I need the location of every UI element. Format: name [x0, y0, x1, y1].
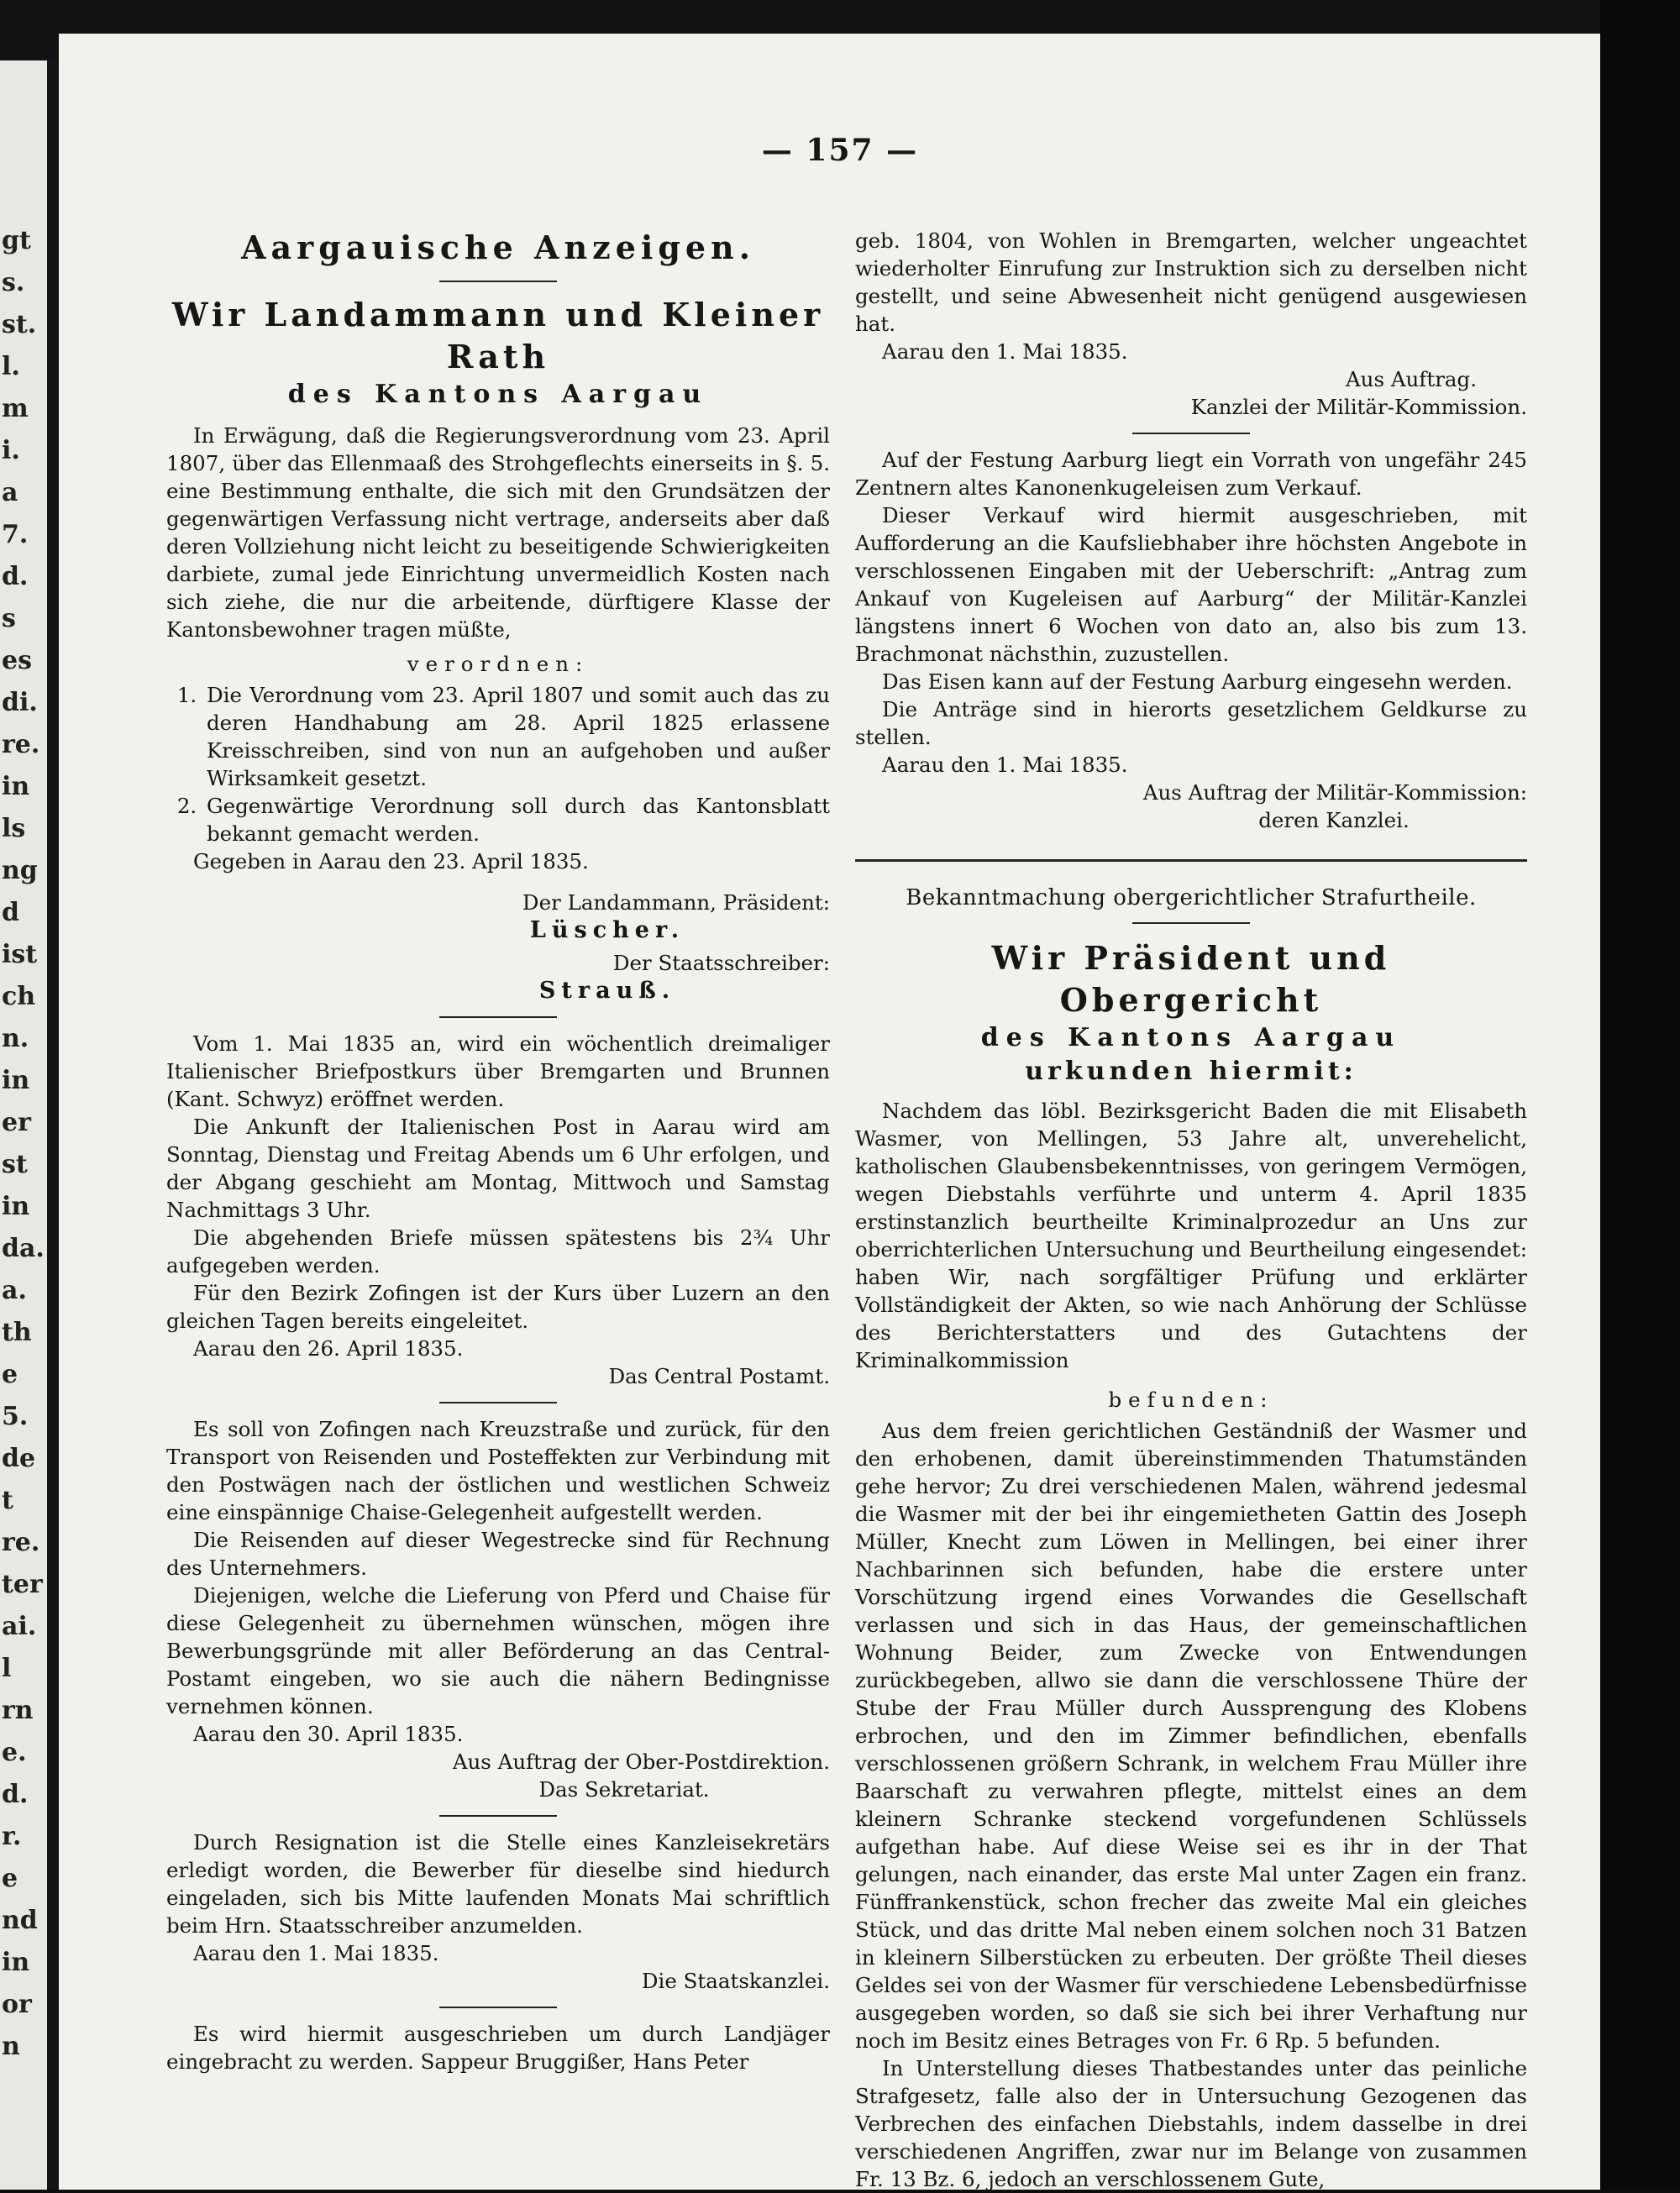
previous-page-fragment: st — [2, 1150, 28, 1179]
previous-page-fragment: e — [2, 1360, 18, 1389]
notice-date: Aarau den 1. Mai 1835. — [193, 1941, 439, 1965]
notice-date: Aarau den 26. April 1835. — [193, 1336, 464, 1361]
paragraph: Die Anträge sind in hierorts gesetzlichem Geldkurse zu stellen. — [855, 697, 1527, 749]
paragraph: Vom 1. Mai 1835 an, wird ein wöchentlich dreimaliger Italienischer Briefpostkurs über Bremgarten und Brunnen (Kant. Schwyz) eröffnet werden. — [166, 1031, 830, 1111]
divider — [439, 1402, 557, 1403]
left-column — [166, 227, 830, 2075]
notice-signature: Aus Auftrag der Ober-Postdirektion. — [452, 1750, 830, 1774]
previous-page-fragment: ng — [2, 856, 38, 885]
previous-page-fragment: gt — [2, 226, 31, 255]
section-title: Bekanntmachung obergerichtlicher Strafurtheile. — [906, 885, 1477, 910]
paragraph: geb. 1804, von Wohlen in Bremgarten, welcher ungeachtet wiederholter Einrufung zur Instruktion sich zu derselben nicht gestellt, und seine Abwesenheit nicht genügend ausgewiesen hat. — [855, 228, 1527, 336]
previous-page-fragment: ch — [2, 982, 36, 1011]
paragraph: Dieser Verkauf wird hiermit ausgeschrieben, mit Aufforderung an die Kaufsliebhaber ihre höchsten Angebote in verschlossenen Eingaben mit der Ueberschrift: „Antrag zum Ankauf von Kugeleisen auf Aarburg“ der Militär-Kanzlei längstens innert 6 Wochen von dato an, also bis zum 13. Brachmonat nächsthin, zuzustellen. — [855, 503, 1527, 666]
previous-page-fragment: ai. — [2, 1612, 37, 1641]
signature-role: Der Staatsschreiber: — [612, 951, 830, 975]
paragraph: Es soll von Zofingen nach Kreuzstraße und zurück, für den Transport von Reisenden und Posteffekten zur Verbindung mit den Postwägen nach der östlichen und westlichen Schweiz eine einspännige Chaise-Gelegenheit aufgestellt werden. — [166, 1417, 830, 1524]
decree-preamble: In Erwägung, daß die Regierungsverordnung vom 23. April 1807, über das Ellenmaaß des Strohgeflechts einerseits in §. 5. eine Bestimmung enthalte, die sich mit den Grundsätzen der gegenwärtigen Verfassung nicht vertrage, anderseits aber daß deren Vollziehung nicht leicht zu beseitigende Schwierigkeiten darbiete, zumal jede Einrichtung unvermeidlich Kosten nach sich ziehe, die nur die arbeitende, dürftigere Klasse der Kantonsbewohner tragen müßte, — [166, 423, 830, 642]
previous-page-fragment: r. — [2, 1822, 22, 1851]
decree-verb: verordnen: — [407, 652, 590, 676]
previous-page-fragment: l — [2, 1654, 12, 1683]
previous-page-fragment: er — [2, 1108, 31, 1137]
divider — [439, 1815, 557, 1817]
decree-title: Wir Landammann und Kleiner Rath — [171, 296, 825, 375]
divider — [439, 281, 557, 282]
decree-list — [166, 681, 830, 847]
kanzlei-notice — [166, 1828, 830, 1995]
paragraph: Auf der Festung Aarburg liegt ein Vorrath von ungefähr 245 Zentnern altes Kanonenkugeleisen zum Verkauf. — [855, 448, 1527, 500]
paragraph: Die abgehenden Briefe müssen spätestens bis 2¾ Uhr aufgegeben werden. — [166, 1225, 830, 1278]
court-subtitle: des Kantons Aargau — [980, 1023, 1402, 1052]
paragraph: Diejenigen, welche die Lieferung von Pferd und Chaise für diese Gelegenheit zu übernehmen wünschen, mögen ihre Bewerbungsgründe mit aller Beförderung an das Central-Postamt eingeben, wo sie auch die nähern Bedingnisse vernehmen können. — [166, 1583, 830, 1718]
decree-notice — [166, 294, 830, 1005]
previous-page-fragment: l. — [2, 352, 20, 381]
iron-sale-notice — [855, 446, 1527, 834]
previous-page-fragment: n — [2, 2032, 20, 2061]
divider — [1132, 922, 1250, 924]
notice-date: Aarau den 1. Mai 1835. — [882, 753, 1128, 777]
notice-date: Aarau den 1. Mai 1835. — [882, 339, 1128, 364]
notice-signature: Aus Auftrag der Militär-Kommission: — [1142, 780, 1527, 805]
previous-page-fragment: nd — [2, 1906, 38, 1935]
previous-page-fragment: ter — [2, 1570, 43, 1599]
notice-signature: Die Staatskanzlei. — [641, 1969, 830, 1993]
previous-page-fragment: re. — [2, 1528, 40, 1557]
paragraph: Die Reisenden auf dieser Wegestrecke sind für Rechnung des Unternehmers. — [166, 1528, 830, 1580]
previous-page-fragment: in — [2, 1948, 30, 1977]
notice-signature: Aus Auftrag. — [1345, 367, 1477, 391]
previous-page-fragment: 7. — [2, 520, 29, 549]
previous-page-fragment: or — [2, 1990, 32, 2019]
wanted-notice-continued — [855, 227, 1527, 421]
previous-page-fragment: s — [2, 604, 16, 633]
previous-page-fragment: de — [2, 1444, 36, 1473]
paragraph: Es wird hiermit ausgeschrieben um durch Landjäger eingebracht zu werden. Sappeur Bruggißer, Hans Peter — [166, 2022, 830, 2074]
divider — [439, 2007, 557, 2008]
newspaper-page — [59, 34, 1600, 2190]
page-number: — 157 — — [761, 133, 919, 168]
court-verdict — [855, 882, 1527, 2193]
court-subtitle: urkunden hiermit: — [1025, 1057, 1357, 1086]
previous-page-fragment: es — [2, 646, 32, 675]
previous-page-fragment: in — [2, 1192, 30, 1221]
divider — [439, 1016, 557, 1018]
previous-page-fragment: m — [2, 394, 29, 423]
paragraph: In Unterstellung dieses Thatbestandes unter das peinliche Strafgesetz, falle also der in Untersuchung Gezogenen das Verbrechen des einfachen Diebstahls, indem dasselbe in drei verschiedenen Angriffen, zwar nur im Belange von zusammen Fr. 13 Bz. 6, jedoch an verschlossenem Gute, — [855, 2056, 1527, 2191]
signature-name: Lüscher. — [529, 917, 685, 943]
paragraph: Die Ankunft der Italienischen Post in Aarau wird am Sonntag, Dienstag und Freitag Abends um 6 Uhr erfolgen, und der Abgang geschieht am Montag, Mittwoch und Samstag Nachmittags 3 Uhr. — [166, 1115, 830, 1222]
previous-page-fragment: ist — [2, 940, 38, 969]
notice-signature: Das Central Postamt. — [608, 1364, 830, 1388]
right-column — [855, 227, 1527, 2193]
decree-subtitle: des Kantons Aargau — [287, 380, 709, 409]
signature-name: Strauß. — [538, 978, 676, 1004]
previous-page-fragment: d. — [2, 1780, 29, 1809]
previous-page-fragment: th — [2, 1318, 32, 1347]
notice-date: Aarau den 30. April 1835. — [193, 1722, 464, 1746]
paragraph: Das Eisen kann auf der Festung Aarburg eingesehn werden. — [882, 669, 1513, 694]
wanted-notice — [166, 2020, 830, 2075]
previous-page-fragment: e — [2, 1864, 18, 1893]
paragraph: Für den Bezirk Zofingen ist der Kurs über Luzern an den gleichen Tagen bereits eingeleitet. — [166, 1281, 830, 1333]
previous-page-fragment: 5. — [2, 1402, 29, 1431]
previous-page-fragment: st. — [2, 310, 37, 339]
previous-page-fragment: ls — [2, 814, 26, 843]
decree-item: 1. Die Verordnung vom 23. April 1807 und somit auch das zu deren Handhabung am 28. April 1825 erlassene Kreisschreiben, sind von nun an aufgehoben und außer Wirksamkeit gesetzt. — [203, 681, 830, 792]
previous-page-fragment: n. — [2, 1024, 29, 1053]
court-title: Wir Präsident und Obergericht — [991, 939, 1391, 1019]
previous-page-fragment: d. — [2, 562, 29, 591]
signature-role: Der Landammann, Präsident: — [522, 890, 830, 915]
previous-page-fragment: a. — [2, 1276, 27, 1305]
decree-given: Gegeben in Aarau den 23. April 1835. — [193, 849, 589, 874]
previous-page-fragment: in — [2, 1066, 30, 1095]
section-divider — [855, 859, 1527, 862]
decree-item: 2. Gegenwärtige Verordnung soll durch das Kantonsblatt bekannt gemacht werden. — [203, 792, 830, 847]
scan-border-right — [1600, 0, 1680, 2190]
previous-page-edge — [0, 60, 47, 2190]
chaise-notice — [166, 1415, 830, 1803]
divider — [1132, 433, 1250, 434]
paragraph: Aus dem freien gerichtlichen Geständniß der Wasmer und den erhobenen, damit übereinstimmenden Thatumständen gehe hervor; Zu drei verschiedenen Malen, während jedesmal die Wasmer mit der bei ihr eingemietheten Gattin des Joseph Müller, Knecht zum Löwen in Mellingen, bei einer ihrer Nachbarinnen sich befunden, habe die erstere unter Vorschützung irgend eines Vorwandes die Gesellschaft verlassen und sich in das Haus, der gemeinschaftlichen Wohnung Beider, zum Zwecke von Entwendungen zurückbegeben, allwo sie dann die verschlossene Thüre der Stube der Frau Müller durch Aussprengung des Klobens erbrochen, und den im Zimmer befindlichen, ebenfalls verschlossenen größern Schrank, in welchem Frau Müller ihre Baarschaft zu verwahren pflegte, mittelst eines an dem kleinern Schranke steckend vorgefundenen Schlüssels aufgethan habe. Auf diese Weise sei es ihr in der That gelungen, nach einander, das erste Mal unter Zagen ein franz. Fünffrankenstück, schon frecher das zweite Mal ein gleiches Stück, und das dritte Mal neben einem solchen noch 31 Batzen in kleinern Silberstücken zu erbeuten. Der größte Theil dieses Geldes sei von der Wasmer für verschiedene Lebensbedürfnisse ausgegeben worden, so daß sie sich bei ihrer Verhaftung nur noch im Besitz eines Betrages von Fr. 6 Rp. 5 befunden. — [855, 1419, 1527, 2053]
previous-page-fragment: in — [2, 772, 30, 801]
previous-page-fragment: s. — [2, 268, 25, 297]
previous-page-fragment: di. — [2, 688, 38, 717]
paragraph: Nachdem das löbl. Bezirksgericht Baden die mit Elisabeth Wasmer, von Mellingen, 53 Jahre alt, unverehelicht, katholischen Glaubensbekenntnisses, von geringem Vermögen, wegen Diebstahls verführte und unterm 4. April 1835 erstinstanzlich beurtheilte Kriminalprozedur an Uns zur oberrichterlichen Untersuchung und Beurtheilung eingesendet: haben Wir, nach sorgfältiger Prüfung und erklärter Vollständigkeit der Akten, so wie nach Anhörung der Schlüsse des Berichterstatters und des Gutachtens der Kriminalkommission — [855, 1099, 1527, 1372]
notice-signature: Kanzlei der Militär-Kommission. — [1190, 395, 1527, 419]
paragraph: Durch Resignation ist die Stelle eines Kanzleisekretärs erledigt worden, die Bewerber für dieselbe sind hiedurch eingeladen, sich bis Mitte laufenden Monats Mai schriftlich beim Hrn. Staatsschreiber anzumelden. — [166, 1830, 830, 1938]
book-gutter — [47, 60, 59, 2190]
notice-signature: deren Kanzlei. — [1258, 808, 1410, 832]
previous-page-fragment: e. — [2, 1738, 27, 1767]
previous-page-fragment: rn — [2, 1696, 34, 1725]
previous-page-fragment: t — [2, 1486, 13, 1515]
post-notice — [166, 1030, 830, 1390]
previous-page-fragment: a — [2, 478, 18, 507]
notice-signature: Das Sekretariat. — [538, 1777, 710, 1802]
masthead-title: Aargauische Anzeigen. — [241, 228, 755, 266]
previous-page-fragment: re. — [2, 730, 40, 759]
previous-page-fragment: i. — [2, 436, 20, 465]
previous-page-fragment: da. — [2, 1234, 45, 1263]
court-verb: befunden: — [1108, 1388, 1274, 1412]
previous-page-fragment: d — [2, 898, 19, 927]
